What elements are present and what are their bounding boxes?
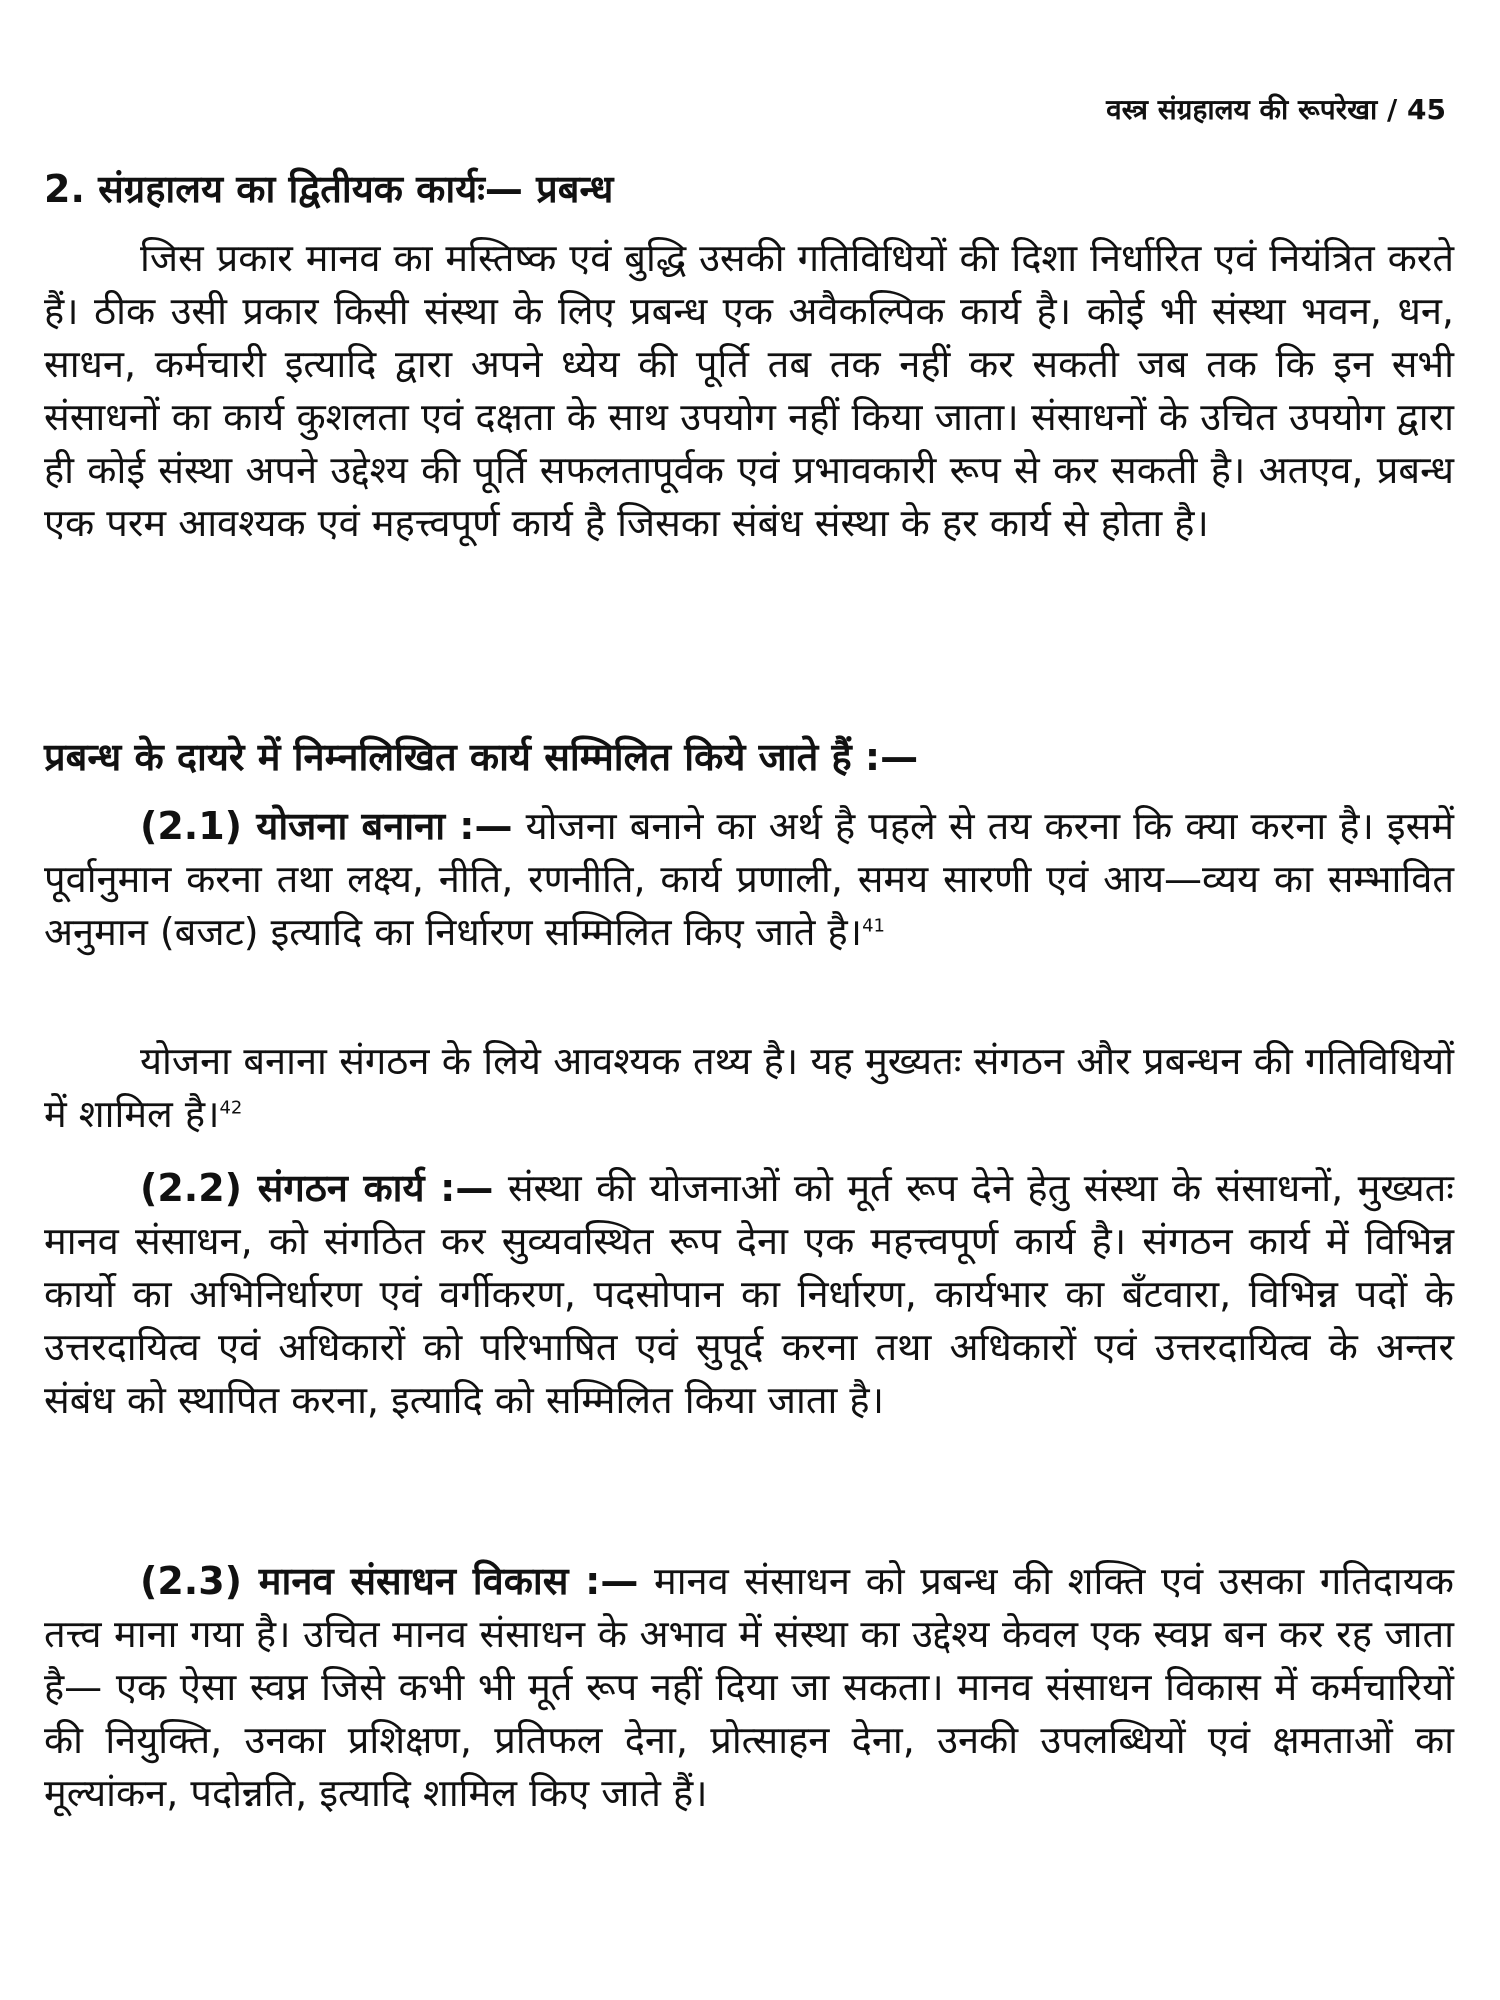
footnote-ref-41: 41 [862,915,885,937]
item-2-3-text: मानव संसाधन को प्रबन्ध की शक्ति एवं उसका गतिदायक तत्त्व माना गया है। उचित मानव संसाधन के अभाव में संस्था का उद्देश्य केवल एक स्वप्न बन कर रह जाता है— एक ऐसा स्वप्न जिसे कभी भी मूर्त रूप नहीं दिया जा सकता। मानव संसाधन विकास में कर्मचारियों की नियुक्ति, उनका प्रशिक्षण, प्रतिफल देना, प्रोत्साहन देना, उनकी उपलब्धियों एवं क्षमताओं का मूल्यांकन, पदोन्नति, इत्यादि शामिल किए जाते हैं। [44,1559,1454,1815]
footnote-ref-42: 42 [219,1097,243,1119]
item-2-3-label: (2.3) मानव संसाधन विकास :— [140,1559,639,1603]
item-2-1b-text: योजना बनाना संगठन के लिये आवश्यक तथ्य है। यह मुख्यतः संगठन और प्रबन्धन की गतिविधियों में शामिल है। [44,1039,1454,1136]
item-2-1-label: (2.1) योजना बनाना :— [140,804,513,848]
scope-heading: प्रबन्ध के दायरे में निम्नलिखित कार्य सम्मिलित किये जाते हैं :— [44,735,919,779]
item-2-2-text: संस्था की योजनाओं को मूर्त रूप देने हेतु संस्था के संसाधनों, मुख्यतः मानव संसाधन, को संगठित कर सुव्यवस्थित रूप देना एक महत्त्वपूर्ण कार्य है। संगठन कार्य में विभिन्न कार्यो का अभिनिर्धारण एवं वर्गीकरण, पदसोपान का निर्धारण, कार्यभार का बँटवारा, विभिन्न पदों के उत्तरदायित्व एवं अधिकारों को परिभाषित एवं सुपूर्द करना तथा अधिकारों एवं उत्तरदायित्व के अन्तर संबंध को स्थापित करना, इत्यादि को सम्मिलित किया जाता है। [44,1166,1454,1422]
item-2-1-text: योजना बनाने का अर्थ है पहले से तय करना कि क्या करना है। इसमें पूर्वानुमान करना तथा लक्ष्य, नीति, रणनीति, कार्य प्रणाली, समय सारणी एवं आय—व्यय का सम्भावित अनुमान (बजट) इत्यादि का निर्धारण सम्मिलित किए जाते है। [44,804,1454,954]
item-2-3-paragraph [44,1555,1454,1820]
running-header: वस्त्र संग्रहालय की रूपरेखा / 45 [1106,93,1446,126]
item-2-2-paragraph [44,1162,1454,1427]
item-2-1-paragraph [44,800,1454,959]
section-heading: 2. संग्रहालय का द्वितीयक कार्यः— प्रबन्ध [44,167,614,211]
item-2-1-continuation [44,1035,1454,1141]
intro-paragraph: जिस प्रकार मानव का मस्तिष्क एवं बुद्धि उसकी गतिविधियों की दिशा निर्धारित एवं नियंत्रित करते हैं। ठीक उसी प्रकार किसी संस्था के लिए प्रबन्ध एक अवैकल्पिक कार्य है। कोई भी संस्था भवन, धन, साधन, कर्मचारी इत्यादि द्वारा अपने ध्येय की पूर्ति तब तक नहीं कर सकती जब तक कि इन सभी संसाधनों का कार्य कुशलता एवं दक्षता के साथ उपयोग नहीं किया जाता। संसाधनों के उचित उपयोग द्वारा ही कोई संस्था अपने उद्देश्य की पूर्ति सफलतापूर्वक एवं प्रभावकारी रूप से कर सकती है। अतएव, प्रबन्ध एक परम आवश्यक एवं महत्त्वपूर्ण कार्य है जिसका संबंध संस्था के हर कार्य से होता है। [44,236,1454,545]
item-2-2-label: (2.2) संगठन कार्य :— [140,1166,494,1210]
